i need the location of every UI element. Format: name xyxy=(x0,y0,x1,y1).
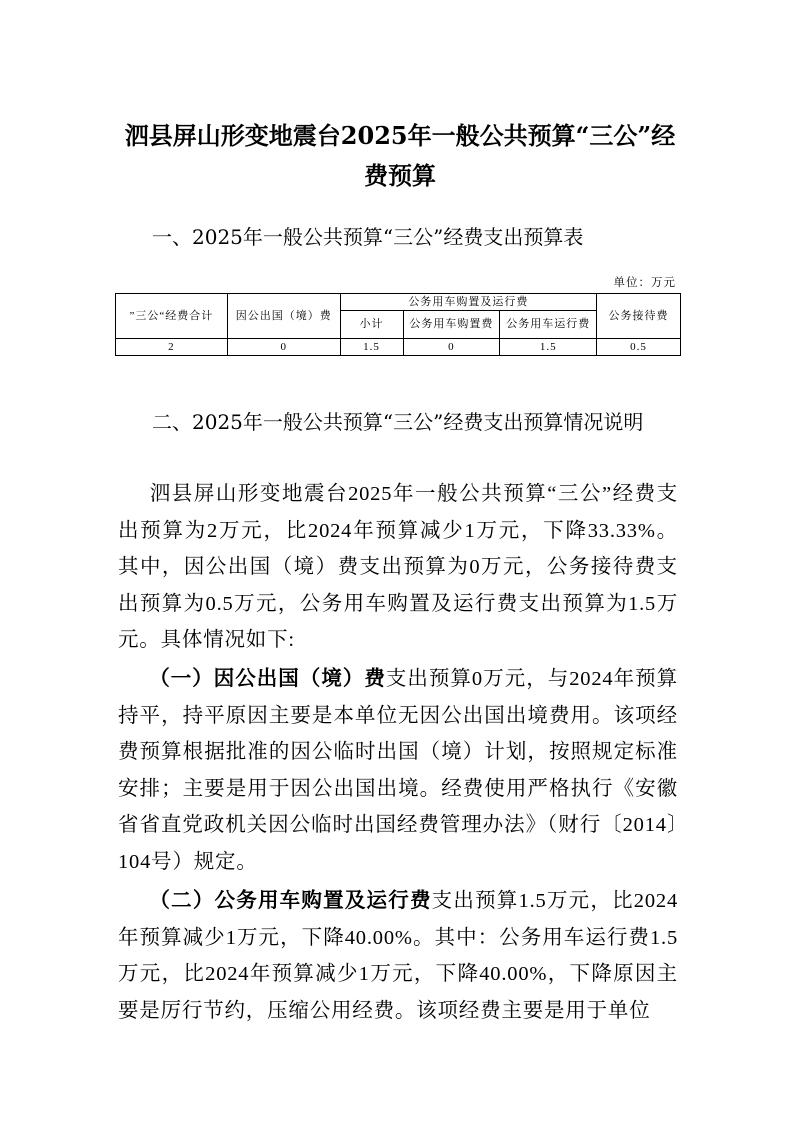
header-vehicle-operation: 公务用车运行费 xyxy=(500,311,597,339)
unit-label: 单位：万元 xyxy=(613,277,676,289)
budget-table xyxy=(115,293,681,356)
document-title-line1: 泗县屏山形变地震台2025年一般公共预算“三公”经 xyxy=(124,121,676,150)
paragraph-vehicle-lead: （二）公务用车购置及运行费 xyxy=(149,888,432,912)
paragraph-vehicle-text: 支出预算1.5万元，比2024年预算减少1万元，下降40.00%。其中：公务用车运行费1.5万元，比2024年预算减少1万元，下降40.00%，下降原因主要是厉行节约，压缩公用经费。该项经费主要是用于单位 xyxy=(118,890,679,1022)
paragraph-abroad-text: 支出预算0万元，与2024年预算持平，持平原因主要是本单位无因公出国出境费用。该项经费预算根据批准的因公临时出国（境）计划，按照规定标准安排；主要是用于因公出国出境。经费使用严格执行《安徽省省直党政机关因公临时出国经费管理办法》（财行〔2014〕104号）规定。 xyxy=(118,668,678,873)
document-title-line2: 费预算 xyxy=(364,161,436,190)
value-abroad: 0 xyxy=(227,339,340,356)
header-vehicle-purchase: 公务用车购置费 xyxy=(403,311,500,339)
header-total: ”三公“经费合计 xyxy=(116,294,228,339)
header-reception: 公务接待费 xyxy=(597,294,681,339)
paragraph-summary-text: 泗县屏山形变地震台2025年一般公共预算“三公”经费支出预算为2万元，比2024年预算减少1万元，下降33.33%。其中，因公出国（境）费支出预算为0万元，公务接待费支出预算为0.5万元，公务用车购置及运行费支出预算为1.5万元。具体情况如下: xyxy=(118,483,678,652)
paragraph-vehicle xyxy=(118,882,678,1029)
section2-heading: 二、2025年一般公共预算“三公”经费支出预算情况说明 xyxy=(152,410,644,434)
header-vehicle-group: 公务用车购置及运行费 xyxy=(340,294,597,311)
value-reception: 0.5 xyxy=(597,339,681,356)
paragraph-summary xyxy=(118,476,678,659)
value-subtotal: 1.5 xyxy=(340,339,403,356)
header-subtotal: 小计 xyxy=(340,311,403,339)
value-vehicle-operation: 1.5 xyxy=(500,339,597,356)
header-abroad: 因公出国（境）费 xyxy=(227,294,340,339)
section1-heading: 一、2025年一般公共预算“三公”经费支出预算表 xyxy=(152,225,584,249)
value-total: 2 xyxy=(116,339,228,356)
paragraph-abroad-lead: （一）因公出国（境）费 xyxy=(149,666,386,690)
paragraph-abroad xyxy=(118,660,678,881)
value-vehicle-purchase: 0 xyxy=(403,339,500,356)
